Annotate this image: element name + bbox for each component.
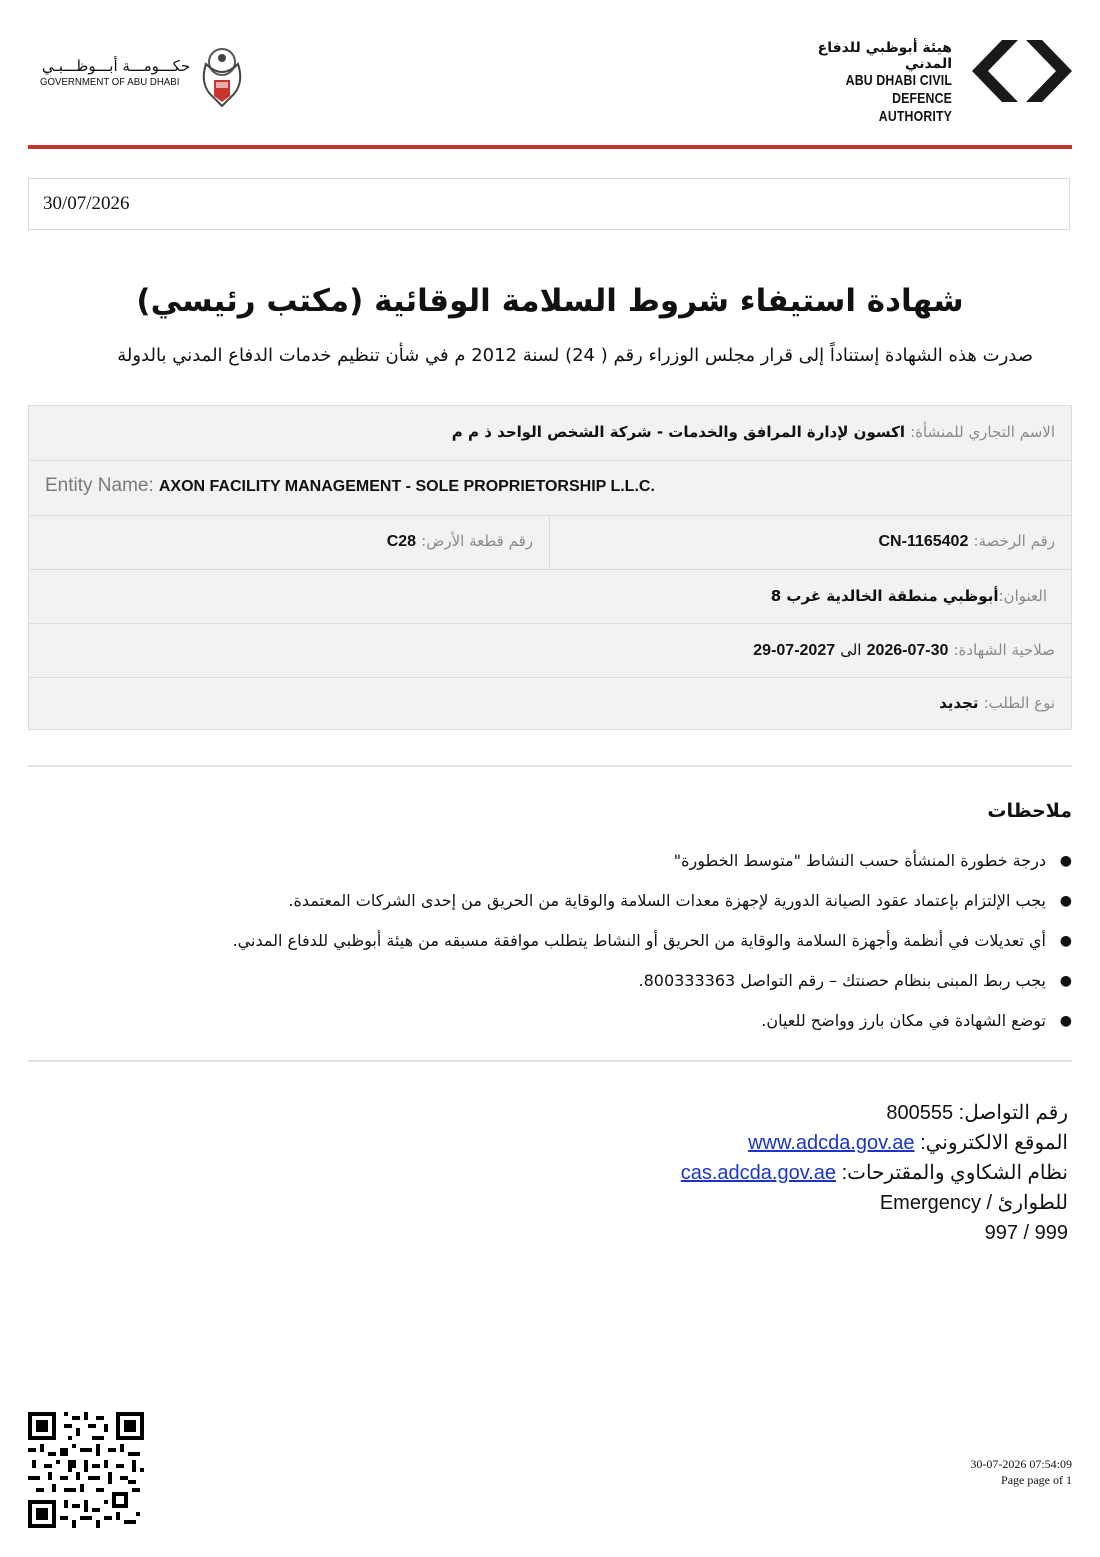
notes-list [60,850,1074,1050]
page-header [0,0,1100,150]
list-item: ● درجة خطورة المنشأة حسب النشاط "متوسط الخطورة" [673,851,1072,870]
address-row [29,570,1071,624]
request-type-value: تجديد [939,694,979,712]
section-divider-1 [28,765,1072,767]
adcda-name-en-line1: ABU DHABI CIVIL DEFENCE [845,72,952,107]
request-type-label: نوع الطلب: [983,694,1055,712]
phone-value: 800555 [886,1102,954,1124]
website-line [560,1128,1068,1158]
qr-code[interactable] [28,1412,144,1528]
list-item: ● يجب الإلتزام بإعتماد عقود الصيانة الدورية لإجهزة معدات السلامة والوقاية من الحريق من إحدى الشركات المعتمدة. [288,891,1072,910]
address-label: العنوان: [998,587,1047,605]
plot-cell [29,516,549,569]
adcda-name-ar: هيئة أبوظبي للدفاع المدني [817,40,952,72]
entity-name-row [29,461,1071,516]
section-divider-2 [28,1060,1072,1062]
footer-page: Page page of 1 [1001,1473,1072,1487]
certificate-info-table [28,405,1072,730]
complaints-label: نظام الشكاوي والمقترحات: [841,1162,1068,1184]
trade-name-value: اكسون لإدارة المرافق والخدمات - شركة الشخص الواحد ذ م م [451,423,905,441]
request-type-row [29,678,1071,730]
validity-to-word: الى [840,641,862,659]
list-item: ● يجب ربط المبنى بنظام حصنتك – رقم التواصل 800333363. [638,971,1072,990]
complaints-line [560,1158,1068,1188]
license-label: رقم الرخصة: [973,532,1055,550]
adcda-name-block [770,40,952,126]
entity-name-value: AXON FACILITY MANAGEMENT - SOLE PROPRIETORSHIP L.L.C. [158,478,655,495]
website-label: الموقع الالكتروني: [920,1132,1068,1154]
adcda-chevron-logo [970,40,1074,102]
phone-label: رقم التواصل: [958,1102,1068,1124]
issue-date: 30/07/2026 [43,193,130,214]
emergency-value: 999 / 997 [984,1222,1068,1244]
certificate-subtitle: صدرت هذه الشهادة إستناداً إلى قرار مجلس الوزراء رقم ( 24) لسنة 2012 م في شأن تنظيم خدمات الدفاع المدني بالدولة [117,345,1033,366]
trade-name-row [29,406,1071,461]
plot-label: رقم قطعة الأرض: [421,532,533,550]
plot-value: C28 [386,533,417,550]
government-name-en: GOVERNMENT OF ABU DHABI [40,76,180,88]
contact-block [560,1098,1068,1248]
header-divider [28,145,1072,149]
date-box [28,178,1070,230]
government-name-block [40,58,192,89]
entity-name-label: Entity Name: [45,475,154,496]
license-plot-row [29,516,1071,570]
footer-stamp [880,1456,1072,1488]
validity-from: 30-07-2026 [866,642,949,659]
list-item: ● توضع الشهادة في مكان بارز وواضح للعيان. [761,1011,1072,1030]
emergency-label: للطوارئ / Emergency [879,1192,1068,1214]
notes-title: ملاحظات [987,800,1072,822]
website-link[interactable]: www.adcda.gov.ae [748,1132,915,1154]
validity-label: صلاحية الشهادة: [953,641,1055,659]
trade-name-label: الاسم التجاري للمنشأة: [910,423,1055,441]
footer-timestamp: 30-07-2026 07:54:09 [970,1457,1072,1471]
adcda-name-en-line2: AUTHORITY [878,108,952,125]
list-item: ● أي تعديلات في أنظمة وأجهزة السلامة والوقاية من الحريق أو النشاط يتطلب موافقة مسبقه من هيئة أبوظبي للدفاع المدني. [232,931,1072,950]
license-cell [549,516,1071,569]
government-name-ar: حكـــومـــة أبـــوظـــبـي [41,57,191,75]
falcon-emblem-icon [196,42,248,110]
complaints-link[interactable]: cas.adcda.gov.ae [680,1162,837,1184]
validity-to: 2027-07-29 [753,642,836,659]
address-value: أبوظبي منطقة الخالدية غرب 8 [770,587,999,605]
phone-line [560,1098,1068,1128]
license-value: CN-1165402 [878,533,969,550]
validity-row [29,624,1071,678]
certificate-title: شهادة استيفاء شروط السلامة الوقائية (مكتب رئيسي) [136,283,964,319]
